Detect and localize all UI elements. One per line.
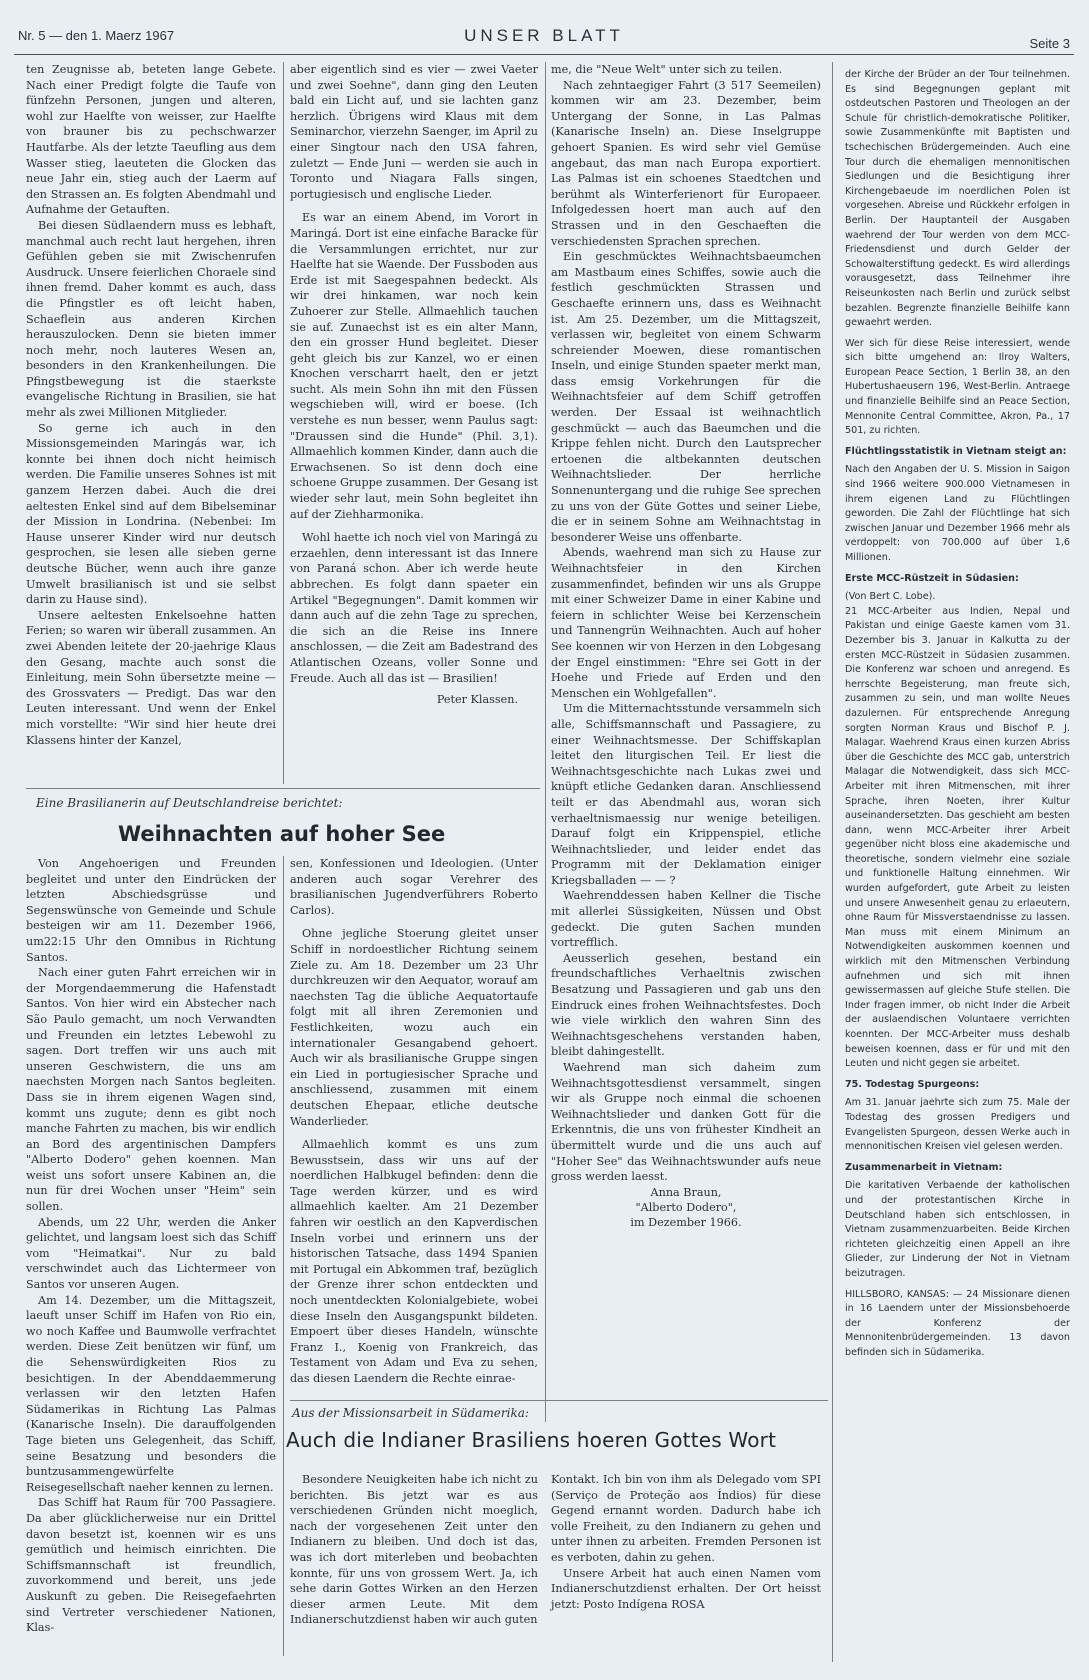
issue-date: Nr. 5 — den 1. Maerz 1967: [18, 28, 175, 43]
article-kicker: Eine Brasilianerin auf Deutschlandreise berichtet:: [36, 796, 343, 810]
paragraph: Um die Mitternachtsstunde versammeln sich alle, Schiffsmannschaft und Passagiere, zu einer Weihnachtsmesse. Der Schiffskaplan leitet den liturgischen Teil. Er liest die Weihnachtsgeschichte nach Lukas zwei und knüpft etliche Gedanken daran. Anschliessend teilt er das Abendmahl aus, woran sich verhaeltnismaessig nur wenige beteiligen. Darauf folgt ein Krippenspiel, etliche Weihnachtslieder, und leider endet das Programm mit der Deklamation einiger Kriegsballaden — — ?: [551, 702, 821, 887]
paragraph: Von Angehoerigen und Freunden begleitet und unter den Eindrücken der letzten Abschiedsgrüsse und Segenswünsche von Gemeinde und Schule besteigen wir am 11. Dezember 1966, um22:15 Uhr den Omnibus in Richtung Santos.: [26, 857, 276, 964]
byline: (Von Bert C. Lobe).: [845, 591, 936, 603]
paragraph: Bei diesen Südlaendern muss es lebhaft, manchmal auch recht laut hergehen, ihren Gefühlen geben sie mit Zwischenrufen Ausdruck. Unsere feierlichen Choraele sind ihnen fremd. Daher kommt es auch, dass die Pfingstler es oft leicht haben, Schaeflein aus anderen Kirchen herauszulocken. Denn sie bieten immer noch mehr, noch lauteres Wesen an, besonders in den Krankenheilungen. Die Pfingstbewegung ist die staerkste evangelische Richtung in Brasilien, sie hat mehr als zwei Millionen Mitglieder.: [26, 218, 276, 420]
newspaper-title: UNSER BLATT: [464, 26, 624, 45]
masthead: [14, 24, 1074, 55]
paragraph: Besondere Neuigkeiten habe ich nicht zu berichten. Bis jetzt war es aus verschiedenen Gründen nicht moeglich, nach der vorgesehenen Zeit unter den Indianern zu bleiben. Und doch ist das, was ich dort miterleben und beobachten konnte, für uns von grossem Wert. Ja, ich sehe darin Gottes Wirken an den Herzen dieser armen Leute. Mit dem Indianerschutzdienst haben wir auch guten: [290, 1473, 538, 1627]
paragraph: So gerne ich auch in den Missionsgemeinden Maringás war, ich konnte bei ihnen doch nicht heimisch werden. Die Familie unseres Sohnes ist mit ganzem Herzen dabei. Auch die drei aeltesten Enkel sind auf dem Bibelseminar der Mission in Londrina. (Nebenbei: Im Hause unserer Kinder wird nur deutsch gesprochen, sie lesen alle sieben gerne deutsche Bücher, wenn auch ihre ganze Umwelt brasilianisch ist und sie selbst darin zu Hause sind).: [26, 421, 276, 607]
article-kicker: Aus der Missionsarbeit in Südamerika:: [292, 1406, 529, 1420]
paragraph: Nach zehntaegiger Fahrt (3 517 Seemeilen) kommen wir am 23. Dezember, beim Untergang der Sonne, in Las Palmas (Kanarische Inseln) an. Diese Inselgruppe gehoert Spanien. Es wird sehr viel Gemüse angebaut, das man nach Europa exportiert. Las Palmas ist ein schoenes Staedtchen und berühmt als Winterferienort für Europaeer. Infolgedessen hoert man auch auf den Strassen und in den Geschaeften die verschiedensten Sprachen sprechen.: [551, 78, 821, 248]
author-signature: Peter Klassen.: [436, 693, 518, 707]
paragraph: sen, Konfessionen und Ideologien. (Unter anderen auch sogar Verehrer des brasilianischen Jugendverführers Roberto Carlos).: [290, 857, 538, 917]
paragraph: der Kirche der Brüder an der Tour teilnehmen. Es sind Begegnungen geplant mit ostdeutschen Pastoren und Theologen an der Schule für christlich-demokratische Politiker, sowie Zusammenkünfte mit Baptisten und tschechischen Brüdergemeinden. Auch eine Tour durch die ehemaligen mennonitischen Siedlungen und die Besichtigung ihrer Kirchengebaeude im noerdlichen Polen ist vorgesehen. Abreise und Rückkehr erfolgen in Berlin. Der Hauptanteil der Ausgaben waehrend der Tour werden von dem MCC-Friedensdienst und durch Gelder der Schowalterstiftung gedeckt. Es wird allerdings vorausgesetzt, dass Teilnehmer ihre Reiseunkosten nach Berlin und zurück selbst bezahlen. Begrenzte finanzielle Beihilfe kann gewaehrt werden.: [845, 69, 1070, 329]
paragraph: me, die "Neue Welt" unter sich zu teilen.: [551, 63, 783, 76]
paragraph: Ein geschmücktes Weihnachtsbaeumchen am Mastbaum eines Schiffes, sowie auch die festlich geschmückten Strassen und Geschaefte erinnern uns, dass es Weihnacht ist. Am 25. Dezember, um die Mittagszeit, verlassen wir, begleitet von einem Schwarm schreiender Moewen, diese romantischen Inseln, und einige Stunden spaeter merkt man, dass emsig Vorkehrungen für die Weihnachtsfeier auf dem Schiff getroffen werden. Der Essaal ist weihnachtlich geschmückt — auch das Baeumchen und die Krippe fehlen nicht. Durch den Lautsprecher ertoenen die altbekannten deutschen Weihnachtslieder. Der herrliche Sonnenuntergang und die ruhige See sprechen zu uns von der Güte Gottes und seiner Liebe, die er in seinem Sohne am Weihnachtstag in besonderer Weise uns offenbarte.: [551, 250, 821, 544]
brief-heading: Erste MCC-Rüstzeit in Südasien:: [845, 572, 1019, 584]
paragraph: Wer sich für diese Reise interessiert, wende sich bitte umgehend an: Ilroy Walters, European Peace Section, 1 Berlin 38, an den Hubertushaeusern 196, West-Berlin. Antraege und finanzielle Beihilfe sind an Peace Section, Mennonite Central Committee, Akron, Pa., 17 501, zu richten.: [845, 337, 1070, 437]
paragraph: Am 31. Januar jaehrte sich zum 75. Male der Todestag des grossen Predigers und Evangelisten Spurgeon, dessen Werke auch in mennonitischen Kreisen viel gelesen werden.: [845, 1097, 1070, 1153]
paragraph: Aeusserlich gesehen, bestand ein freundschaftliches Verhaeltnis zwischen Besatzung und Passagieren und gab uns den Eindruck eines frohen Weihnachtsfestes. Doch wie viele wirklich den wahren Sinn des Weihnachtsgeschehens verstanden haben, bleibt dahingestellt.: [551, 951, 821, 1059]
column-1-top: [26, 62, 276, 748]
paragraph: Nach einer guten Fahrt erreichen wir in der Morgendaemmerung die Hafenstadt Santos. Von hier wird ein Abstecher nach São Paulo gemacht, um noch Verwandten und Freunden ein letztes Lebewohl zu sagen. Dort treffen wir uns auch mit unseren Geschwistern, die uns am naechsten Morgen nach Santos begleiten. Dass sie in ihrem eigenen Wagen sind, kommt uns zugute; denn es gibt noch manche Fahrten zu machen, bis wir endlich an Bord des argentinischen Dampfers "Alberto Dodero" gehen koennen. Man weist uns sofort unsere Kabinen an, die nun für drei Wochen unser "Heim" sein sollen.: [26, 966, 276, 1214]
article-headline: Weihnachten auf hoher See: [118, 822, 446, 846]
column-divider: [283, 62, 284, 784]
paragraph: Abends, um 22 Uhr, werden die Anker gelichtet, und langsam loest sich das Schiff vom "Heimatkai". Nur zu bald verschwindet auch das Lichtermeer von Santos vor unseren Augen.: [26, 1215, 276, 1292]
paragraph: ten Zeugnisse ab, beteten lange Gebete. Nach einer Predigt folgte die Taufe von fünfzehn Personen, jungen und alteren, wohl zur Haelfte von weisser, zur Haelfte von brauner bis zu pechschwarzer Hautfarbe. Als der letzte Taeufling aus dem Wasser stieg, laeuteten die Glocken das neue Jahr ein, stieg auch der Laerm auf den Strassen an. Es folgten Abendmahl und Aufnahme der Getauften.: [26, 63, 276, 217]
column-4-news-briefs: [845, 68, 1070, 1366]
author-signature: Anna Braun,: [650, 1185, 722, 1199]
brief-heading: Zusammenarbeit in Vietnam:: [845, 1161, 1003, 1173]
paragraph: Das Schiff hat Raum für 700 Passagiere. Da aber glücklicherweise nur ein Drittel davon besetzt ist, koennen wir es uns gemütlich und heimisch einrichten. Die Schiffsmannschaft ist freundlich, zuvorkommend und bereit, uns jede Auskunft zu geben. Die Reisegefaehrten sind Vertreter verschiedener Nationen, Klas-: [26, 1496, 276, 1635]
article-1-column-2: [290, 856, 538, 1387]
author-signature: "Alberto Dodero",: [635, 1200, 737, 1214]
paragraph: Nach den Angaben der U. S. Mission in Saigon sind 1966 weitere 900.000 Vietnamesen in ihrem eigenen Land zu Flüchtlingen geworden. Die Zahl der Flüchtlinge hat sich zwischen Januar und Dezember 1966 mehr als verdoppelt: von 700.000 auf über 1,6 Millionen.: [845, 464, 1070, 563]
brief-heading: 75. Todestag Spurgeons:: [845, 1078, 980, 1090]
article-1-column-1: [26, 856, 276, 1636]
column-divider: [832, 62, 833, 1662]
article-2-column-2: [551, 1472, 821, 1612]
section-divider: [290, 1400, 828, 1401]
paragraph: Unsere Arbeit hat auch einen Namen vom Indianerschutzdienst erhalten. Der Ort heisst jetzt: Posto Indígena ROSA: [551, 1566, 821, 1611]
paragraph: Waehrenddessen haben Kellner die Tische mit allerlei Süssigkeiten, Nüssen und Obst gedeckt. Die guten Sachen munden vortrefflich.: [551, 889, 821, 950]
column-2-top: [290, 62, 538, 708]
paragraph: Abends, waehrend man sich zu Hause zur Weihnachtsfeier in den Kirchen zusammenfindet, befinden wir uns als Gruppe mit einer Schweizer Dame in einer Kabine und feiern in schlichter Weise bei Kerzenschein und Tannengrün Weihnachten. Auch auf hoher See koennen wir von Herzen in den Lobgesang der Engel einstimmen: "Ehre sei Gott in der Hoehe und Friede auf Erden und den Menschen ein Wohlgefallen".: [551, 546, 821, 700]
article-2-column-1: [290, 1472, 538, 1628]
paragraph: Wohl haette ich noch viel von Maringá zu erzaehlen, denn interessant ist das Innere von Paraná schon. Aber ich werde heute abbrechen. Es folgt dann spaeter ein Artikel "Begegnungen". Damit kommen wir dann auch auf die zehn Tage zu sprechen, die sich an die Reise ins Innere anschlossen, — die Zeit am Badestrand des Atlantischen Ozeans, voller Sonne und Freude. Auch all das ist — Brasilien!: [290, 531, 538, 685]
paragraph: Am 14. Dezember, um die Mittagszeit, laeuft unser Schiff im Hafen von Rio ein, wo noch Kaffee und Baumwolle verfrachtet werden. Diese Zeit benützen wir fünf, um die Sehenswürdigkeiten Rios zu besichtigen. In der Abenddaemmerung verlassen wir den letzten Hafen Südamerikas in Richtung Las Palmas (Kanarische Inseln). Die darauffolgenden Tage bieten uns Gelegenheit, das Schiff, seine Besatzung und besonders die buntzusammengewürfelte Reisegesellschaft naeher kennen zu lernen.: [26, 1293, 276, 1494]
paragraph: Ohne jegliche Stoerung gleitet unser Schiff in nordoestlicher Richtung seinem Ziele zu. Am 18. Dezember um 23 Uhr durchkreuzen wir den Aequator, worauf am naechsten Tag die übliche Aequatortaufe folgt mit all ihren Zeremonien und Festlichkeiten, wozu auch ein internationaler Gesangabend gehoert. Auch wir als brasilianische Gruppe singen ein Lied in portugiesischer Sprache und anschliessend, zusammen mit einem deutschen Ehepaar, etliche deutsche Wanderlieder.: [290, 927, 538, 1128]
paragraph: Die karitativen Verbaende der katholischen und der protestantischen Kirche in Deutschland haben sich entschlossen, in Vietnam zusammenzuarbeiten. Beide Kirchen richteten gleichzeitig einen Appell an ihre Glieder, zur Linderung der Not in Vietnam beizutragen.: [845, 1180, 1070, 1279]
article-headline: Auch die Indianer Brasiliens hoeren Gottes Wort: [286, 1428, 777, 1452]
column-divider: [283, 856, 284, 1656]
paragraph: Waehrend man sich daheim zum Weihnachtsgottesdienst versammelt, singen wir als Gruppe noch einmal die schoenen Weihnachtslieder und danken Gott für die Erkenntnis, die uns von frühester Kindheit an übermittelt wurde und die uns auch auf "Hoher See" das Weihnachtswunder aufs neue gross werden laesst.: [551, 1061, 821, 1184]
paragraph: Es war an einem Abend, im Vorort in Maringá. Dort ist eine einfache Baracke für die Versammlungen errichtet, nur zur Haelfte hat sie Waende. Der Fussboden aus Erde ist mit Saegespahnen bedeckt. Als wir drei hinkamen, war noch kein Zuhoerer zur Stelle. Allmaehlich tauchen sie auf. Zunaechst ist es ein alter Mann, den ein grosser Hund begleitet. Dieser geht gleich bis zur Kanzel, wo er einen Knochen verscharrt haelt, den er jetzt sucht. Als mein Sohn ihn mit den Füssen wegschieben will, wird er boese. (Ich verstehe es nun besser, wenn Paulus sagt: "Draussen sind die Hunde" (Phil. 3,1). Allmaehlich kommen Kinder, dann auch die Erwachsenen. So ist denn doch eine schoene Gruppe zusammen. Der Gesang ist wieder sehr laut, mein Sohn begleitet ihn auf der Ziehharmonika.: [290, 211, 538, 521]
column-divider: [545, 62, 546, 1422]
column-3: [551, 62, 821, 1230]
paragraph: Kontakt. Ich bin von ihm als Delegado vom SPI (Serviço de Proteção aos Índios) für diese Gegend ernannt worden. Dadurch habe ich volle Freiheit, zu den Indianern zu gehen und unter ihnen zu arbeiten. Fremden Personen ist es verboten, dahin zu gehen.: [551, 1473, 821, 1564]
paragraph: 21 MCC-Arbeiter aus Indien, Nepal und Pakistan und einige Gaeste kamen vom 31. Dezember bis 3. Januar in Kalkutta zu der ersten MCC-Rüstzeit in Südasien zusammen. Die Konferenz war schoen und anregend. Es herrschte Begeisterung, man freute sich, zusammen zu sein, und man wollte Neues dazulernen. Für entsprechende Anregung sorgten Norman Kraus und Bischof P. J. Malagar. Waehrend Kraus einen kurzen Abriss über die Geschichte des MCC gab, unterstrich Malagar die Notwendigkeit, dass sich MCC-Arbeiter mit ihren Mitmenschen, mit ihrer Sprache, ihren Noeten, ihrer Kultur auseinandersetzten. Das geschieht am besten dann, wenn MCC-Arbeiter ihrer Arbeit gegenüber nicht bloss eine akademische und theoretische, sondern vielmehr eine soziale und funktionelle Haltung einnehmen. Wir wurden aufgefordert, gute Arbeit zu leisten und unsere Anwesenheit genau zu erlaeutern, ohne Raum für Missverstaendnisse zu lassen. Man muss mit einem Minimum an Notwendigkeiten auskommen koennen und wirklich mit den Mitmenschen Verbindung aufnehmen und sich mit ihnen gewissermassen auf gleiche Stufe stellen. Die Inder fragen immer, ob nicht Inder die Arbeit der auslaendischen Voluntaere verrichten koennten. Der MCC-Arbeiter muss deshalb beweisen koennen, dass er für und mit den Leuten und nicht gegen sie arbeitet.: [845, 605, 1070, 1070]
section-divider: [26, 788, 540, 789]
author-signature: im Dezember 1966.: [630, 1215, 742, 1229]
paragraph: aber eigentlich sind es vier — zwei Vaeter und zwei Soehne", dann ging den Leuten bald ein Licht auf, und sie lachten ganz herzlich. Übrigens wird Klaus mit dem Seminarchor, vierzehn Saenger, im April zu einer Singtour nach den USA fahren, zuletzt — Ende Juni — werden sie auch in Toronto und Niagara Falls singen, portugiesisch und englische Lieder.: [290, 63, 538, 201]
brief-heading: Flüchtlingsstatistik in Vietnam steigt an:: [845, 445, 1067, 457]
page-number: Seite 3: [1029, 36, 1070, 51]
paragraph: Allmaehlich kommt es uns zum Bewusstsein, dass wir uns auf der noerdlichen Halbkugel befinden: denn die Tage werden kürzer, und es wird allmaehlich kaelter. Am 21 Dezember fahren wir oestlich an den Kapverdischen Inseln vorbei und erinnern uns der historischen Tatsache, dass 1494 Spanien mit Portugal ein Abkommen traf, bezüglich der Grenze ihrer schon entdeckten und noch unentdeckten Kolonialgebiete, wobei diese Inseln den Ausgangspunkt bildeten. Empoert über dieses Handeln, wünschte Franz I., Koenig von Frankreich, das Testament von Adam und Eva zu sehen, das diesen Laendern die Rechte einrae-: [290, 1138, 538, 1385]
paragraph: HILLSBORO, KANSAS: — 24 Missionare dienen in 16 Laendern unter der Missionsbehoerde der Konferenz der Mennonitenbrüdergemeinden. 13 davon befinden sich in Südamerika.: [845, 1288, 1070, 1358]
paragraph: Unsere aeltesten Enkelsoehne hatten Ferien; so waren wir überall zusammen. An zwei Abenden leitete der 20-jaehrige Klaus den Gesang, machte auch sonst die Einleitung, mein Sohn übersetzte meine — des Grossvaters — Predigt. Das war den Leuten interessant. Und wenn der Enkel mich vorstellte: "Wir sind hier heute drei Klassens hinter der Kanzel,: [26, 608, 276, 747]
